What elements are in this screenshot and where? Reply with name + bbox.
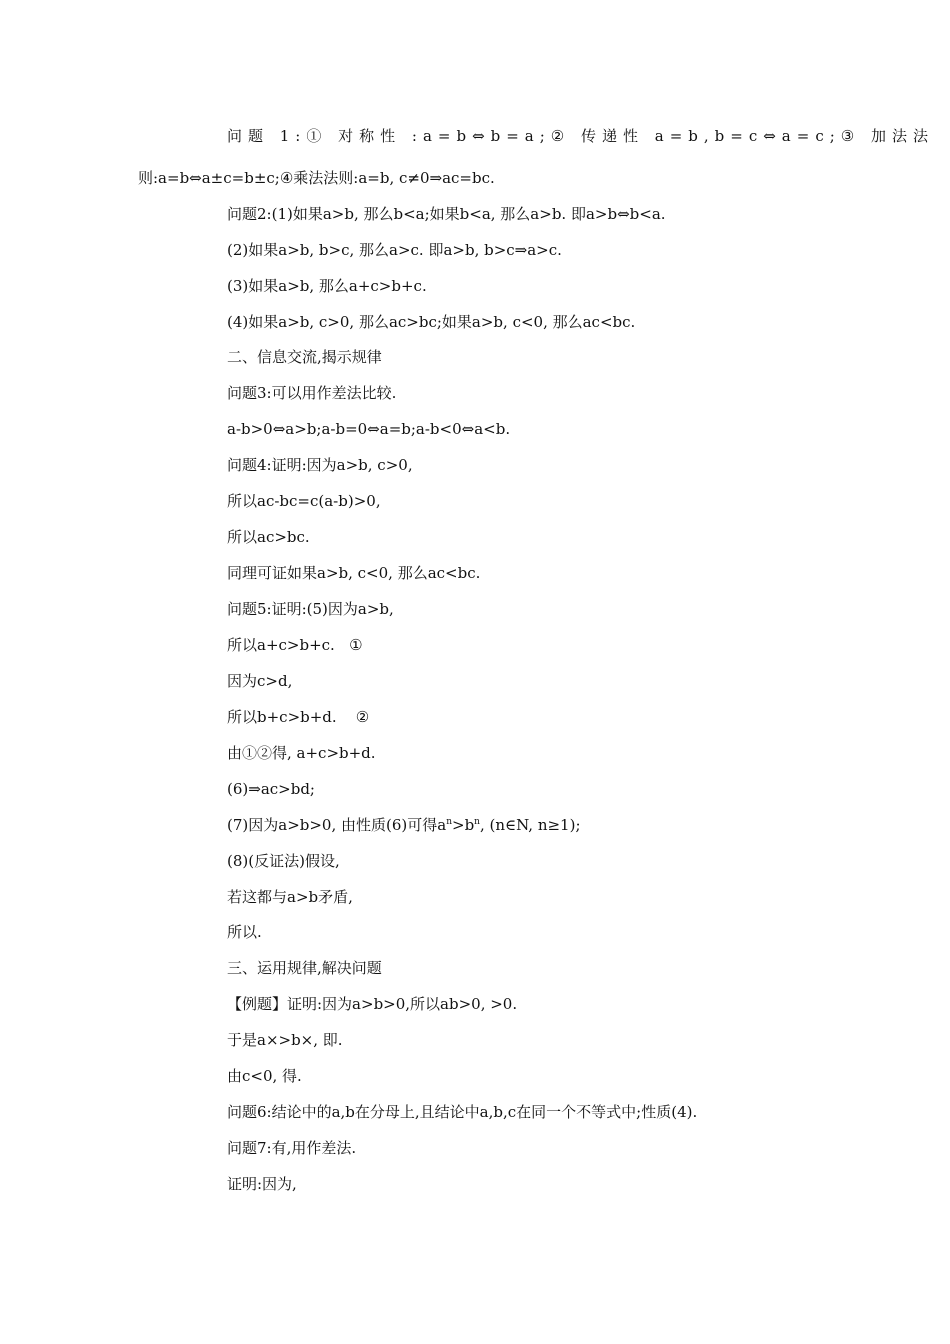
problem-4-proof-line-2: 所以ac-bc=c(a-b)>0, — [227, 492, 381, 510]
problem-5-proof-line-4: 所以b+c>b+d. ② — [227, 708, 370, 726]
line-7-superscript-1: n — [446, 817, 452, 827]
problem-5-proof-line-9: 若这都与a>b矛盾, — [227, 888, 353, 906]
problem-2-item-4: (4)如果a>b, c>0, 那么ac>bc;如果a>b, c<0, 那么ac<bc. — [227, 313, 636, 331]
example-proof-line-2: 于是a×>b×, 即. — [227, 1031, 343, 1049]
line-7-mid: >b — [452, 816, 475, 834]
problem-4-proof-line-4: 同理可证如果a>b, c<0, 那么ac<bc. — [227, 564, 481, 582]
problem-6-answer: 问题6:结论中的a,b在分母上,且结论中a,b,c在同一个不等式中;性质(4). — [227, 1103, 698, 1121]
problem-2-item-1: 问题2:(1)如果a>b, 那么b<a;如果b<a, 那么a>b. 即a>b⇔b<a. — [227, 205, 666, 223]
line-7-after: , (n∈N, n≥1); — [479, 816, 581, 834]
line-7-before: (7)因为a>b>0, 由性质(6)可得a — [227, 816, 447, 834]
problem-4-proof-line-3: 所以ac>bc. — [227, 528, 310, 546]
section-heading-3: 三、运用规律,解决问题 — [227, 959, 382, 977]
problem-7-proof: 证明:因为, — [227, 1175, 297, 1193]
problem-1-line-1: 问题 1:① 对称性 :a=b⇔b=a;② 传递性 a=b,b=c⇔a=c;③ 加法法 — [227, 127, 934, 145]
problem-5-proof-line-6: (6)⇒ac>bd; — [227, 780, 315, 798]
problem-2-item-3: (3)如果a>b, 那么a+c>b+c. — [227, 277, 427, 295]
problem-7-answer: 问题7:有,用作差法. — [227, 1139, 357, 1157]
line-7-superscript-2: n — [474, 817, 480, 827]
section-heading-2: 二、信息交流,揭示规律 — [227, 348, 382, 366]
problem-4-proof-line-1: 问题4:证明:因为a>b, c>0, — [227, 456, 413, 474]
problem-5-proof-line-7 — [227, 815, 581, 835]
problem-5-proof-line-1: 问题5:证明:(5)因为a>b, — [227, 600, 394, 618]
problem-3-answer: 问题3:可以用作差法比较. — [227, 384, 397, 402]
problem-5-proof-line-8: (8)(反证法)假设, — [227, 852, 340, 870]
problem-5-proof-line-10: 所以. — [227, 923, 262, 941]
problem-5-proof-line-3: 因为c>d, — [227, 672, 293, 690]
problem-5-proof-line-5: 由①②得, a+c>b+d. — [227, 744, 376, 762]
problem-5-proof-line-2: 所以a+c>b+c. ① — [227, 636, 363, 654]
problem-1-line-2: 则:a=b⇔a±c=b±c;④乘法法则:a=b, c≠0⇒ac=bc. — [138, 169, 495, 187]
example-proof-line-1: 【例题】证明:因为a>b>0,所以ab>0, >0. — [227, 995, 518, 1013]
problem-2-item-2: (2)如果a>b, b>c, 那么a>c. 即a>b, b>c⇒a>c. — [227, 241, 562, 259]
example-proof-line-3: 由c<0, 得. — [227, 1067, 302, 1085]
problem-3-formula: a-b>0⇔a>b;a-b=0⇔a=b;a-b<0⇔a<b. — [227, 420, 511, 438]
